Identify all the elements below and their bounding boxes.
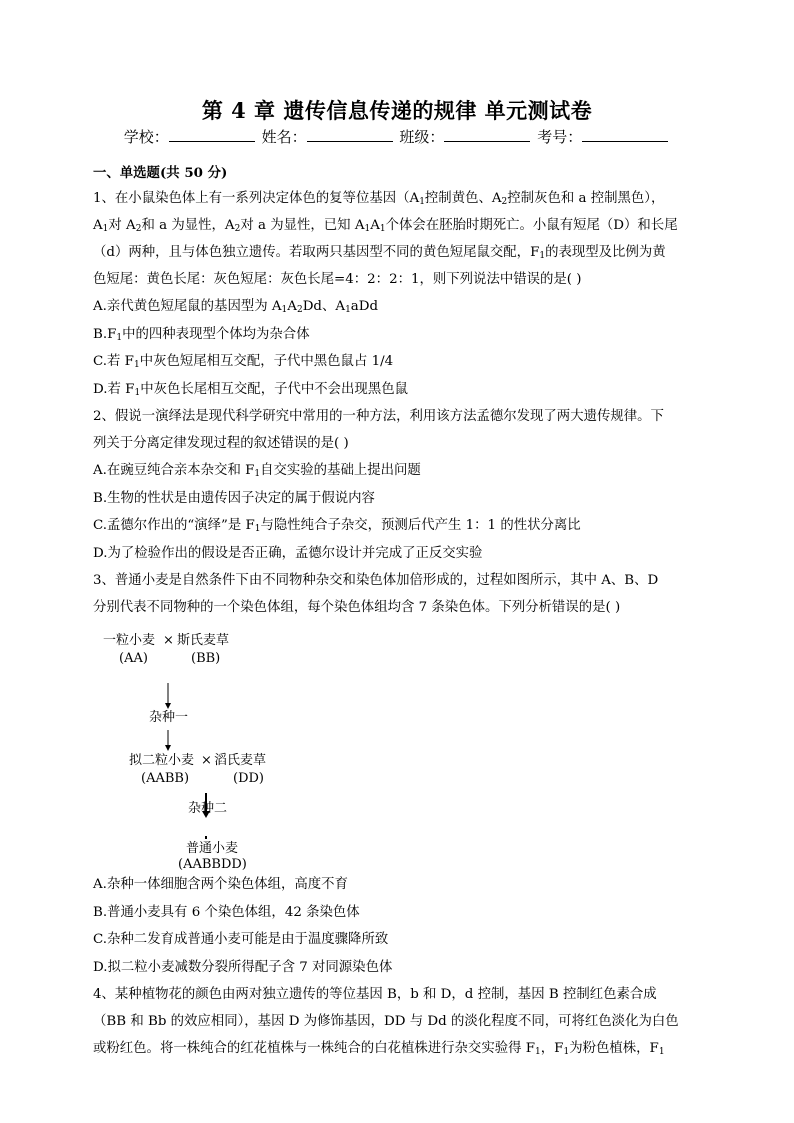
genome-aabb: (AABB) xyxy=(141,771,190,786)
exam-number-label: 考号： xyxy=(537,128,583,146)
exam-content xyxy=(93,163,703,1062)
question-4 xyxy=(93,981,703,1062)
parent-tauschii: 滔氏麦草 xyxy=(214,753,267,768)
cross-symbol: × xyxy=(201,753,212,768)
section-heading: 一、单选题(共 50 分) xyxy=(93,165,228,181)
parent-speltoides: 斯氏麦草 xyxy=(177,633,230,648)
school-label: 学校： xyxy=(123,128,169,146)
question-stem: 2、假说一演绎法是现代科学研究中常用的一种方法，利用该方法孟德尔发现了两大遗传规律。下 列关于分离定律发现过程的叙述错误的是( ) xyxy=(93,409,664,451)
option-a[interactable]: A.杂种一体细胞含两个染色体组，高度不育 xyxy=(93,877,348,892)
question-stem: 4、某种植物花的颜色由两对独立遗传的等位基因 B，b 和 D，d 控制，基因 B 控制红色素合成 （BB 和 Bb 的效应相同），基因 D 为修饰基因，DD 与 Dd 的淡化程度不同，可将红色淡化为白色 或粉红色。将一株纯合的红花植株与一株纯合的白花植株进行杂交实验得 $F_1$，$F_1$为粉色植株，$F_1$ xyxy=(93,987,679,1057)
option-d[interactable]: D.若 $F_1$中灰色长尾相互交配，子代中不会出现黑色鼠 xyxy=(93,381,408,398)
cross-symbol: × xyxy=(163,633,174,648)
option-d[interactable]: D.拟二粒小麦减数分裂所得配子含 7 对同源染色体 xyxy=(93,959,393,975)
class-blank[interactable] xyxy=(444,127,530,142)
option-c[interactable]: C.若 $F_1$中灰色短尾相互交配，子代中黑色鼠占 1/4 xyxy=(93,354,394,370)
option-a[interactable]: A.亲代黄色短尾鼠的基因型为 $A_1A_2Dd$、$A_1aDd$ xyxy=(93,299,379,315)
hybrid-one: 杂种一 xyxy=(149,710,189,725)
question-3 xyxy=(93,567,703,981)
question-1 xyxy=(93,185,703,403)
option-b[interactable]: $B.F_1$中的四种表现型个体均为杂合体 xyxy=(93,326,310,343)
option-b[interactable]: B.生物的性状是由遗传因子决定的属于假说内容 xyxy=(93,490,375,506)
parent-emmer: 拟二粒小麦 xyxy=(129,753,195,768)
option-a[interactable]: A.在豌豆纯合亲本杂交和 $F_1$自交实验的基础上提出问题 xyxy=(93,463,421,479)
option-c[interactable]: C.孟德尔作出的“演绎”是 $F_1$与隐性纯合子杂交，预测后代产生 1：1 的性状分离比 xyxy=(93,518,581,534)
question-stem: 1、在小鼠染色体上有一系列决定体色的复等位基因（$A_1$控制黄色、$A_2$控制灰色和 a 控制黑色）， $A_1$对 $A_2$和 a 为显性，$A_2$对 a 为显性，已知 $A_1A_1$个体会在胚胎时期死亡。小鼠有短尾（D）和长尾 （d）两种，且与体色独立遗传。若取两只基因型不同的黄色短尾鼠交配，$F_1$的表现型及比例为黄 色短尾：黄色长尾：灰色短尾：灰色长尾=4：2：2：1，则下列说法中错误的是( ) xyxy=(93,191,678,287)
question-2 xyxy=(93,403,703,567)
genome-aa: (AA) xyxy=(119,651,148,666)
name-label: 姓名： xyxy=(261,128,307,146)
parent-einkorn: 一粒小麦 xyxy=(103,633,156,648)
common-wheat: 普通小麦 xyxy=(186,841,239,856)
student-info-line xyxy=(0,126,794,147)
name-blank[interactable] xyxy=(307,127,393,142)
option-b[interactable]: B.普通小麦具有 6 个染色体组，42 条染色体 xyxy=(93,904,360,920)
school-blank[interactable] xyxy=(169,127,255,142)
option-d[interactable]: D.为了检验作出的假设是否正确，孟德尔设计并完成了正反交实验 xyxy=(93,545,483,561)
exam-number-blank[interactable] xyxy=(582,127,668,142)
option-c[interactable]: C.杂种二发育成普通小麦可能是由于温度骤降所致 xyxy=(93,932,389,947)
hybrid-two: 杂种二 xyxy=(188,801,228,816)
genome-bb: (BB) xyxy=(191,651,221,666)
genome-aabbdd: (AABBDD) xyxy=(178,857,247,872)
class-label: 班级： xyxy=(399,128,445,146)
wheat-hybridization-diagram xyxy=(93,625,393,872)
question-stem: 3、普通小麦是自然条件下由不同物种杂交和染色体加倍形成的，过程如图所示，其中 A、B、D 分别代表不同物种的一个染色体组，每个染色体组均含 7 条染色体。下列分析错误的是( ) xyxy=(93,573,659,615)
page-title: 第 4 章 遗传信息传递的规律 单元测试卷 xyxy=(201,98,593,123)
genome-dd: (DD) xyxy=(233,771,264,786)
